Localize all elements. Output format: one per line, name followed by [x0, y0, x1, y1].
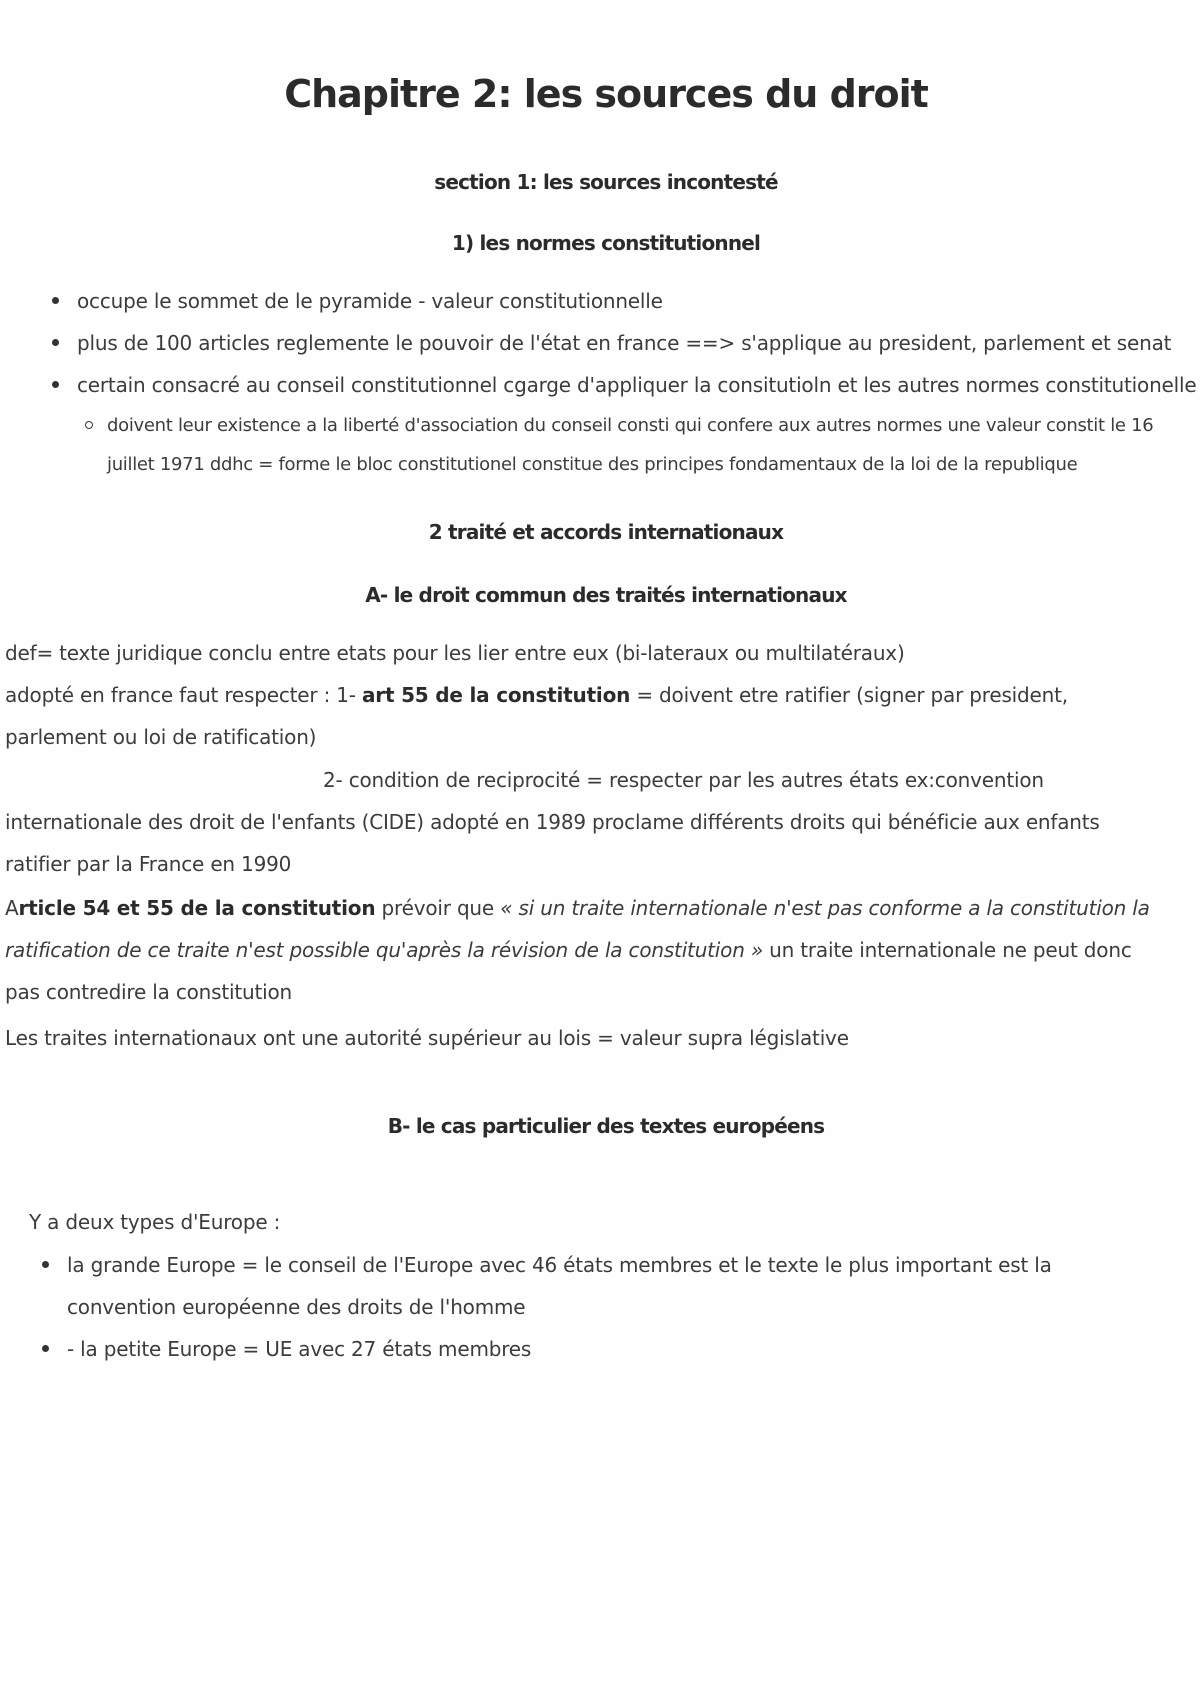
adoption-suffix: = doivent etre ratifier (signer par president, parlement ou loi de ratification) — [5, 683, 1068, 749]
normes-sub-bullet-list — [107, 406, 1177, 484]
section-1-heading: section 1: les sources incontesté — [434, 170, 778, 194]
list-item: la grande Europe = le conseil de l'Europe avec 46 états membres et le texte le plus important est la convention européenne des droits de l'homme — [0, 1244, 1147, 1328]
reciprocity-rest: internationale des droit de l'enfants (CIDE) adopté en 1989 proclame différents droits qui bénéficie aux enfants ratifier par la France en 1990 — [5, 810, 1100, 876]
article-initial: A — [5, 896, 19, 920]
reciprocity-paragraph — [5, 759, 1155, 885]
article-end: un traite internationale ne peut donc pas contredire la constitution — [5, 938, 1132, 1004]
article-55-reference: art 55 de la constitution — [361, 683, 631, 707]
sub-list-item: doivent leur existence a la liberté d'association du conseil consti qui confere aux autres normes une valeur constit le 16 juillet 1971 ddhc = forme le bloc constitutionel constitue des principes fondamentaux de la loi de la republique — [107, 406, 1177, 484]
list-item: occupe le sommet de le pyramide - valeur constitutionnelle — [0, 280, 1200, 322]
list-item: certain consacré au conseil constitutionnel cgarge d'appliquer la consitutioln et les autres normes constitutionelle — [0, 364, 1200, 406]
article-54-55-paragraph — [5, 887, 1155, 1013]
europe-bullet-list — [0, 1244, 1200, 1370]
list-item: plus de 100 articles reglemente le pouvoir de l'état en france ==> s'applique au president, parlement et senat — [0, 322, 1200, 364]
article-54-55-reference: rticle 54 et 55 de la constitution — [18, 896, 376, 920]
document-title: Chapitre 2: les sources du droit — [284, 72, 928, 116]
traites-authority-paragraph: Les traites internationaux ont une autorité supérieur au lois = valeur supra législative — [5, 1026, 849, 1050]
article-quote: « si un traite internationale n'est pas conforme a la constitution la ratification de ce traite n'est possible qu'après la révision de la constitution » — [5, 896, 1150, 962]
reciprocity-first-line: 2- condition de reciprocité = respecter par les autres états ex:convention — [323, 768, 1044, 792]
list-item: - la petite Europe = UE avec 27 états membres — [0, 1328, 1147, 1370]
europe-types-intro: Y a deux types d'Europe : — [29, 1210, 281, 1234]
normes-constitutionnel-heading: 1) les normes constitutionnel — [451, 231, 761, 255]
traites-heading: 2 traité et accords internationaux — [428, 520, 784, 544]
adoption-paragraph — [5, 674, 1155, 758]
article-mid: prévoir que — [375, 896, 501, 920]
adoption-prefix: adopté en france faut respecter : 1- — [5, 683, 362, 707]
normes-bullet-list — [0, 280, 1200, 406]
definition-paragraph: def= texte juridique conclu entre etats pour les lier entre eux (bi-lateraux ou multilatéraux) — [5, 641, 905, 665]
droit-commun-heading: A- le droit commun des traités internationaux — [365, 583, 847, 607]
textes-europeens-heading: B- le cas particulier des textes européens — [387, 1114, 825, 1138]
